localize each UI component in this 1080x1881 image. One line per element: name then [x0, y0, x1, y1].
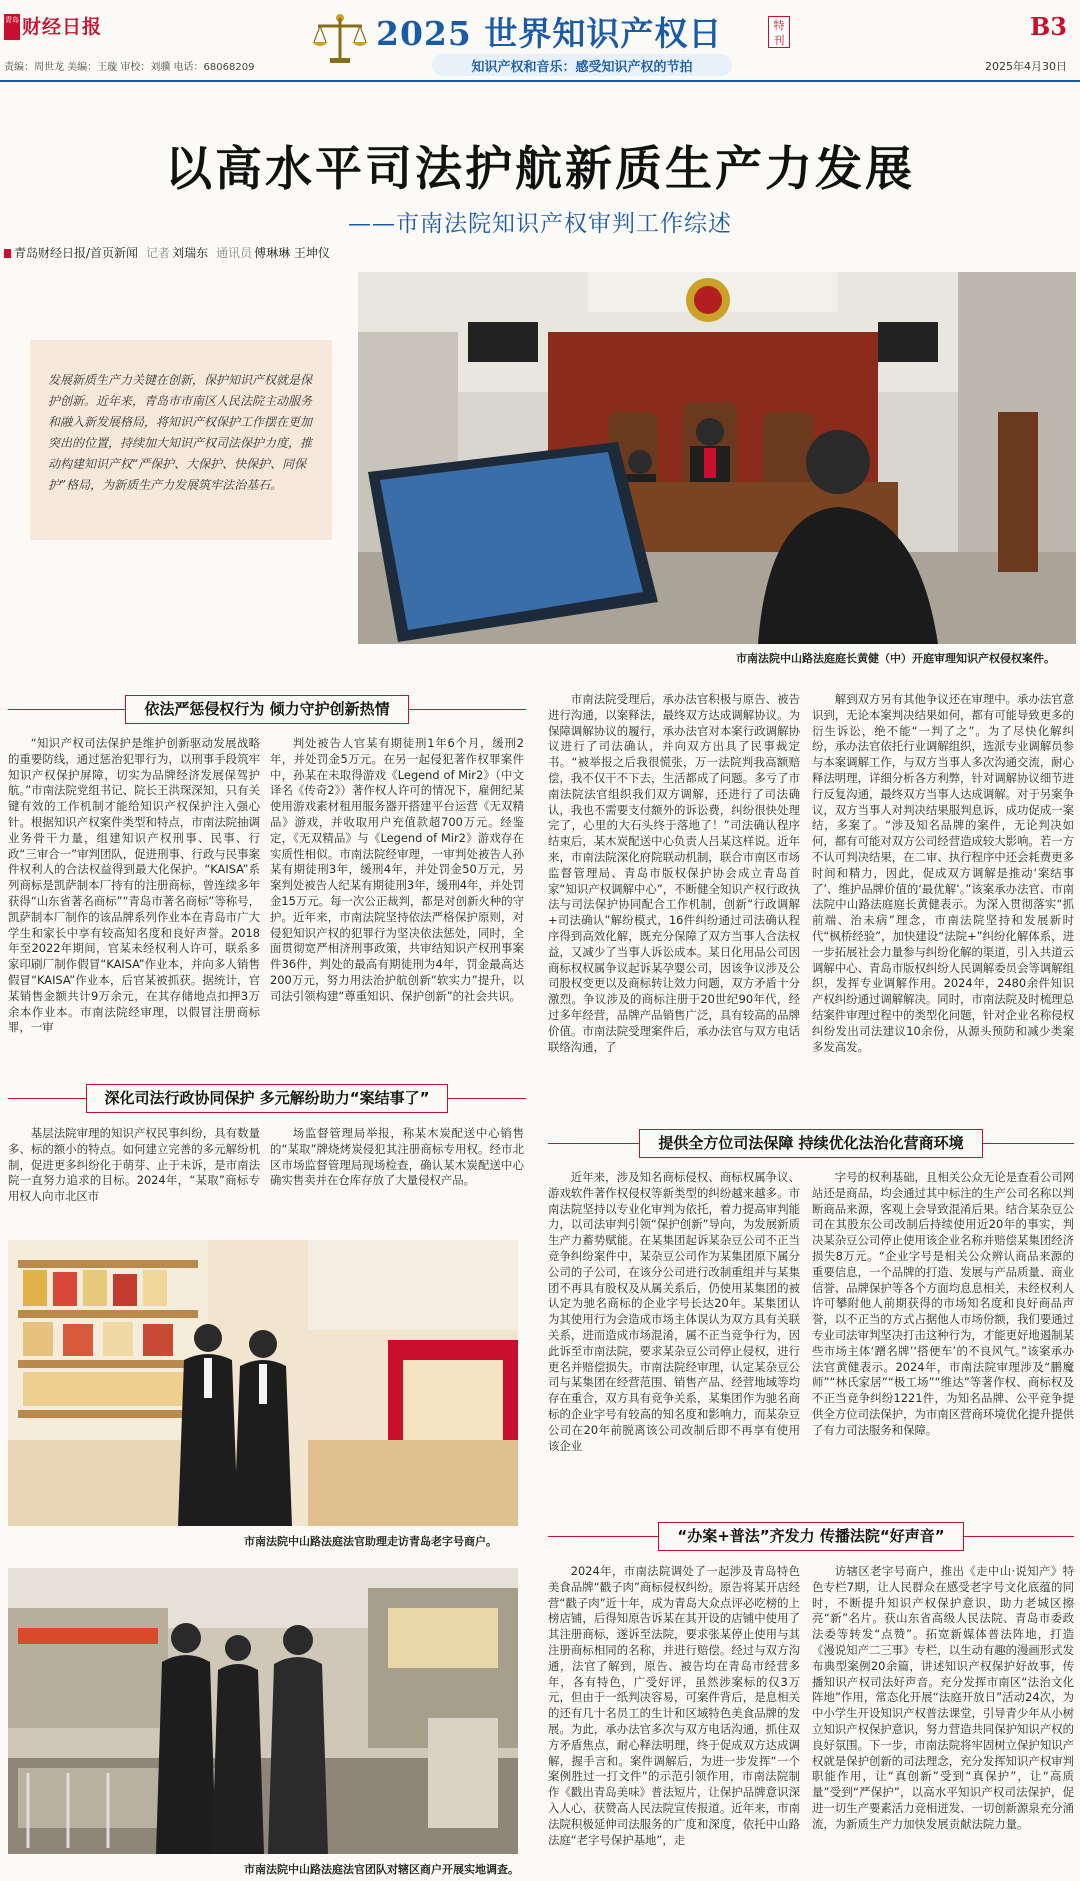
section-1-column-2: [270, 736, 524, 1078]
issue-date: 2025年4月30日: [985, 60, 1067, 73]
market-survey-photo: [8, 1568, 518, 1854]
scales-of-justice-icon: [308, 8, 372, 68]
byline-correspondents: 傅琳琳 王坤仪: [254, 246, 330, 260]
byline: [4, 244, 330, 261]
section-1-title: 依法严惩侵权行为 倾力守护创新热情: [125, 695, 408, 724]
section-4-col-2-text: 访辖区老字号商户，推出《走中山·说知产》特色专栏7期，让人民群众在感受老字号文化底蕴的同时，不断提升知识产权保护意识，助力老城区擦亮“新”名片。获山东省高级人民法院、青岛市委政法委等转发“点赞”。拓宽新媒体普法阵地，打造《漫说知产二三事》专栏，以生动有趣的漫画形式发布典型案例20余篇，讲述知识产权保护好故事，传播知识产权司法好声音。充分发挥市南区“法治文化阵地”作用，常态化开展“法庭开放日”活动24次，为中小学生开设知识产权普法课堂，引导青少年从小树立知识产权保护意识，努力营造共同保护知识产权的良好氛围。下一步，市南法院将牢固树立保护知识产权就是保护创新的司法理念，充分发挥知识产权审判职能作用，让“真创新”受到“真保护”，让“高质量”受到“严保护”，以高水平知识产权司法保护，促进一切生产要素活力竞相迸发、一切创新源泉充分涌流，为新质生产力加快发展贡献法院力量。: [812, 1564, 1074, 1831]
section-2-column-2: [270, 1126, 524, 1204]
banner-subtitle: 知识产权和音乐：感受知识产权的节拍: [471, 60, 693, 75]
byline-reporter: 刘瑞东: [172, 246, 209, 260]
section-4-column-1: [548, 1564, 800, 1876]
shop-visit-photo: [8, 1240, 518, 1526]
masthead: [0, 0, 1080, 80]
section-2-col-3-text: 市南法院受理后，承办法官积极与原告、被告进行沟通，以案释法，最终双方达成调解协议。为保障调解协议的履行，承办法官对本案行政调解协议进行了司法确认，并向双方出具了民事裁定书。“被举报之后我很慌张，万一法院判我高额赔偿，我不仅干不下去，生活都成了问题。多亏了市南法院法官组织我们双方调解，还进行了司法确认，我也不需要支付额外的诉讼费，纠纷很快处理完了，心里的大石头终于落地了！”司法确认程序结束后，某木炭配送中心负责人吕某这样说。近年来，市南法院深化府院联动机制，联合市南区市场监督管理局、青岛市版权保护协会成立青岛首家“知识产权调解中心”，不断健全知识产权行政执法与司法保护协同配合工作机制，创新“行政调解+司法确认”解纷模式，16件纠纷通过司法确认程序得到高效化解，既充分保障了双方当事人合法权益，又减少了当事人诉讼成本。某日化用品公司因商标权权属争议起诉某孕婴公司，因该争议涉及公司股权变更以及商标转让效力问题，双方矛盾十分激烈。争议涉及的商标注册于20世纪90年代，经过多年经营，品牌产品销售广泛，具有较高的品牌价值。市南法院受理案件后，承办法官与双方电话联络沟通，了: [548, 692, 800, 1054]
section-3-column-2: [812, 1170, 1074, 1498]
section-3-header: [548, 1126, 1074, 1160]
masthead-rule: [0, 80, 1080, 82]
section-1-col-2-text: 判处被告人官某有期徒刑1年6个月，缓刑2年，并处罚金5万元。在另一起侵犯著作权罪案件中，孙某在未取得游戏《Legend of Mir2》（中文译名《传奇2》）著作权人许可的情况下，雇佣纪某使用游戏素材租用服务器开搭建平台运营《无双精品》游戏，并收取用户充值款超700万元。经鉴定，《无双精品》与《Legend of Mir2》游戏存在实质性相似。市南法院经审理，一审判处被告人孙某有期徒刑3年，缓刑4年，并处罚金50万元，另案判处被告人纪某有期徒刑3年，缓刑4年，并处罚金15万元。每一次公正裁判，都是对创新火种的守护。近年来，市南法院坚持依法严格保护原则，对侵犯知识产权的犯罪行为坚决依法惩处，同时，全面贯彻宽严相济刑事政策，共审结知识产权刑事案件36件，判处的最高有期徒刑为4年，罚金最高达200万元，努力用法治护航创新“软实力”提升，以司法引领构建“尊重知识、保护创新”的社会共识。: [270, 736, 524, 1003]
section-4-header: [548, 1519, 1074, 1553]
section-2-col-1-text: 基层法院审理的知识产权民事纠纷，具有数量多、标的额小的特点。如何建立完善的多元解纷机制，促进更多纠纷化于萌芽、止于未诉，是市南法院一直努力追求的目标。2024年，“某取”商标专用权人向市北区市: [8, 1126, 260, 1204]
section-3-column-1: [548, 1170, 800, 1498]
section-2-col-2-text: 场监督管理局举报，称某木炭配送中心销售的“某取”牌烧烤炭侵犯其注册商标专用权。经市北区市场监督管理局现场检查，确认某木炭配送中心确实售卖并在仓库存放了大量侵权产品。: [270, 1126, 524, 1188]
section-3-col-2-text: 字号的权利基础，且相关公众无论是查看公司网站还是商品，均会通过其中标注的生产公司名称以判断商品来源，客观上会导致混淆后果。结合某杂豆公司在其股东公司改制后持续使用近20年的事实，判决某杂豆公司停止使用该企业名称并赔偿某集团经济损失8万元。“企业字号是相关公众辨认商品来源的重要信息，一个品牌的打造、发展与产品质量、商业信誉、品牌保护等各个方面均息息相关，未经权利人许可攀附他人前期获得的市场知名度和良好商品声誉，以不正当的方式占据他人市场份额，我们要通过专业司法审判坚决打击这种行为，才能更好地遏制某些市场主体‘蹭名牌’‘搭便车’的不良风气。”该案承办法官黄健表示。2024年，市南法院审理涉及“鹏魔师”“林氏家居”“极工场”“维达”等著作权、商标权及不正当竞争纠纷1221件，为知名品牌、公平竞争提供全方位司法保护，为市南区营商环境优化提升提供了有力司法服务和保障。: [812, 1170, 1074, 1437]
section-3-col-1-text: 近年来，涉及知名商标侵权、商标权属争议、游戏软件著作权侵权等新类型的纠纷越来越多。市南法院坚持以专业化审判为依托，着力提高审判能力，以司法审判引领“保护创新”导向，为发展新质生产力蓄势赋能。在某集团起诉某杂豆公司不正当竞争纠纷案件中，某杂豆公司作为某集团原下属分公司的子公司，在该分公司进行改制重组并与某集团不再具有股权及从属关系后，仍使用某集团的被认定为驰名商标的企业字号长达20年。某集团认为其使用行为会造成市场主体误认为双方具有关联关系，进而造成市场混淆，属不正当竞争行为，因此诉至市南法院，要求某杂豆公司停止侵权，进行更名并赔偿损失。市南法院经审理，认定某杂豆公司与某集团在经营范围、销售产品、经营地域等均存在重合，双方具有竞争关系，某集团作为驰名商标的企业字号有较高的知名度和影响力，而某杂豆公司在20年前脱离该公司改制后即不再享有使用该企业: [548, 1170, 800, 1453]
section-2-column-3: [548, 692, 800, 1110]
headline: 以高水平司法护航新质生产力发展: [165, 142, 915, 197]
section-1-col-1-text: “知识产权司法保护是维护创新驱动发展战略的重要防线，通过惩治犯罪行为，以刑事手段筑牢知识产权保护屏障，切实为品牌经济发展保驾护航。”市南法院党组书记、院长王洪琛深知，只有关键有效的工作机制才能给知识产权保护注入强心针。根据知识产权案件类型和特点，市南法院抽调业务骨干力量，组建知识产权刑事、民事、行政“三审合一”审判团队，促进刑事、行政与民事案件权利人的合法权益得到最大化保护。“KAISA”系列商标是凯萨制本厂持有的注册商标，曾连续多年获得“山东省著名商标”“青岛市著名商标”等称号，凯萨制本厂制作的该品牌系列作业本在青岛市广大学生和家长中享有较高知名度和良好声誉。2018年至2022年期间，官某未经权利人许可，联系多家印刷厂制作假冒“KAISA”作业本，并向多人销售假冒“KAISA”作业本，后官某被抓获。据统计，官某销售金额共计9万余元，在其存储地点扣押3万余本作业本。市南法院经审理，以假冒注册商标罪，一审: [8, 736, 260, 1035]
section-2-column-1: [8, 1126, 260, 1204]
section-2-header: [8, 1081, 526, 1115]
courtroom-photo: [358, 272, 1076, 644]
section-2-title: 深化司法行政协同保护 多元解纷助力“案结事了”: [86, 1084, 449, 1113]
top-photo-caption: 市南法院中山路法庭庭长黄健（中）开庭审理知识产权侵权案件。: [736, 652, 1055, 665]
banner-title: 2025 世界知识产权日: [376, 14, 723, 53]
mid-photo-caption: 市南法院中山路法庭法官助理走访青岛老字号商户。: [244, 1535, 497, 1548]
byline-correspondent-role: 通讯员: [216, 246, 253, 260]
paper-logo: 青岛: [4, 14, 20, 40]
section-2-col-4-text: 解到双方另有其他争议还在审理中。承办法官意识到，无论本案判决结果如何，都有可能导致更多的衍生诉讼，绝不能“一判了之”。为了尽快化解纠纷，承办法官依托行业调解组织，选派专业调解员参与本案调解工作，与双方当事人多次沟通交流，耐心释法明理，详细分析各方利弊，针对调解协议细节进行反复沟通，最终双方当事人达成调解。对于另案争议，双方当事人对判决结果服判息诉，成功促成一案结，多案了。“涉及知名品牌的案件，无论判决如何，都有可能对双方公司经营造成较大影响。若一方不认可判决结果，在二审、执行程序中还会耗费更多时间和精力，因此，促成双方调解是推动‘案结事了’、维护品牌价值的‘最优解’。”该案承办法官、市南法院中山路法庭庭长黄健表示。为深入贯彻落实“抓前端、治未病”理念，市南法院坚持和发展新时代“枫桥经验”，加快建设“法院+”纠纷化解体系，进一步拓展社会力量参与纠纷化解的渠道，引入共道云调解中心、青岛市版权纠纷人民调解委员会等调解组织，发挥专业调解作用。2024年，2480余件知识产权纠纷通过调解解决。同时，市南法院及时梳理总结案件审理过程中的类型化问题，针对企业名称侵权纠纷发出司法建议10余份，从源头预防和减少类案多发高发。: [812, 692, 1074, 1054]
section-1-header: [8, 692, 526, 726]
special-issue-tag: 特刊: [768, 16, 790, 48]
subheadline: ——市南法院知识产权审判工作综述: [348, 211, 732, 237]
byline-reporter-role: 记者: [146, 246, 171, 260]
section-4-col-1-text: 2024年，市南法院调处了一起涉及青岛特色美食品牌“戳子肉”商标侵权纠纷。原告将某开店经营“戳子肉”近十年，成为青岛大众点评必吃榜的上榜店铺，后得知原告诉某在其开设的店铺中使用了其注册商标，遂诉至法院，要求张某停止使用与其注册商标相同的名称，并进行赔偿。经过与双方沟通，法官了解到，原告、被告均在青岛市经营多年，各有特色，广受好评，虽然涉案标的仅3万元，但由于一纸判决容易，可案件背后，是息相关的还有几十名员工的生计和区域特色美食品牌的发展。为此，承办法官多次与双方电话沟通，抓住双方矛盾焦点，耐心释法明理，终于促成双方达成调解，握手言和。案件调解后，为进一步发挥“一个案例胜过一打文件”的示范引领作用，市南法院制作《戳出青岛美味》普法短片，让保护品牌意识深入人心，获赞高人民法院宣传报道。近年来，市南法院积极延伸司法服务的广度和深度，依托中山路法庭“老字号保护基地”，走: [548, 1564, 800, 1847]
page-number: B3: [1030, 12, 1067, 41]
byline-marker: [4, 249, 11, 258]
lead-paragraph: 发展新质生产力关键在创新，保护知识产权就是保护创新。近年来，青岛市市南区人民法院主动服务和融入新发展格局，将知识产权保护工作摆在更加突出的位置，持续加大知识产权司法保护力度，推动构建知识产权“严保护、大保护、快保护、同保护”格局，为新质生产力发展筑牢法治基石。: [48, 373, 313, 492]
section-4-column-2: [812, 1564, 1074, 1876]
byline-source: 青岛财经日报/首页新闻: [14, 246, 139, 260]
editor-credits: 责编：周世龙 美编：王璇 审校：刘骥 电话：68068209: [4, 62, 255, 73]
section-3-title: 提供全方位司法保障 持续优化法治化营商环境: [639, 1129, 982, 1158]
section-4-title: “办案+普法”齐发力 传播法院“好声音”: [658, 1522, 963, 1551]
section-1-column-1: [8, 736, 260, 1078]
paper-name: 财经日报: [22, 16, 103, 38]
bottom-photo-caption: 市南法院中山路法庭法官团队对辖区商户开展实地调查。: [244, 1863, 519, 1876]
section-2-column-4: [812, 692, 1074, 1110]
